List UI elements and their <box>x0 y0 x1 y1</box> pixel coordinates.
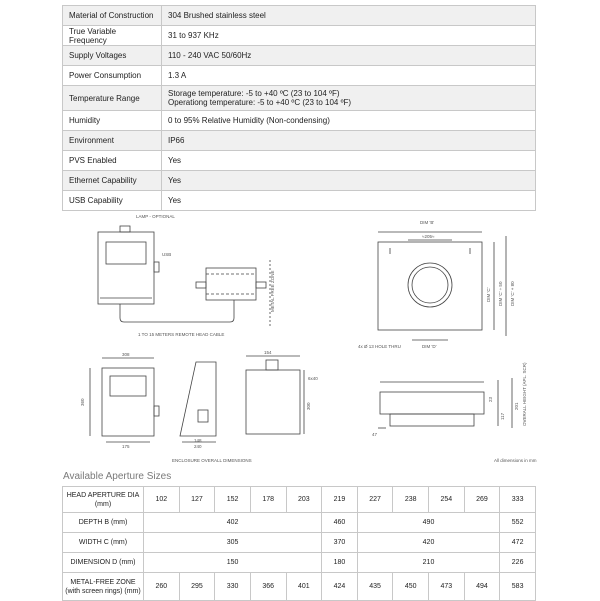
table-cell: 366 <box>250 573 286 601</box>
dim-b-sub-label: ≈205≈ <box>422 234 435 239</box>
table-cell: 490 <box>357 513 500 533</box>
dim-175: 175 <box>122 444 130 449</box>
table-cell: 295 <box>179 573 215 601</box>
spec-value: Yes <box>162 171 536 191</box>
table-row <box>63 533 536 553</box>
spec-label: Supply Voltages <box>63 46 162 66</box>
table-cell: 435 <box>357 573 393 601</box>
dim-360: 360 <box>80 398 85 406</box>
spec-value: 110 - 240 VAC 50/60Hz <box>162 46 536 66</box>
spec-value: 0 to 95% Relative Humidity (Non-condensing) <box>162 111 536 131</box>
dim-300: 300 <box>306 402 311 410</box>
row-header: DIMENSION D (mm) <box>63 553 144 573</box>
table-cell: 260 <box>144 573 180 601</box>
spec-label: PVS Enabled <box>63 151 162 171</box>
spec-value: IP66 <box>162 131 536 151</box>
spec-row <box>63 131 536 151</box>
dim-c-80-label: DIM 'C' + 80 <box>510 281 515 306</box>
spec-label: Temperature Range <box>63 86 162 111</box>
table-cell: 401 <box>286 573 322 601</box>
table-cell: 203 <box>286 487 322 513</box>
spec-row <box>63 66 536 86</box>
table-cell: 330 <box>215 573 251 601</box>
spec-label: Environment <box>63 131 162 151</box>
spec-row <box>63 46 536 66</box>
row-header: HEAD APERTURE DIA (mm) <box>63 487 144 513</box>
spec-value: Yes <box>162 191 536 211</box>
table-row <box>63 553 536 573</box>
hole-label: 4x Ø 13 HOLE THRU <box>358 344 401 349</box>
table-cell: 472 <box>500 533 536 553</box>
table-cell: 269 <box>464 487 500 513</box>
table-cell: 333 <box>500 487 536 513</box>
dim-154: 154 <box>264 350 272 355</box>
table-cell: 473 <box>429 573 465 601</box>
spec-value: 304 Brushed stainless steel <box>162 6 536 26</box>
technical-drawing <box>60 210 540 468</box>
table-cell: 305 <box>144 533 322 553</box>
dim-240: 240 <box>194 444 202 449</box>
table-row <box>63 487 536 513</box>
operating-temperature: Operationg temperature: -5 to +40 ºC (23 to 104 ºF) <box>168 98 352 107</box>
dim-201: 201 <box>514 402 519 410</box>
dim-308: 308 <box>122 352 130 357</box>
metal-free-label: METAL FREE ZONE <box>270 270 275 312</box>
spec-row <box>63 151 536 171</box>
enclosure-label: ENCLOSURE OVERALL DIMENSIONS <box>172 458 252 463</box>
table-cell: 150 <box>144 553 322 573</box>
spec-label: Ethernet Capability <box>63 171 162 191</box>
table-cell: 370 <box>322 533 358 553</box>
table-row <box>63 513 536 533</box>
table-cell: 420 <box>357 533 500 553</box>
dim-6x40: 6x40 <box>308 376 318 381</box>
spec-value: 31 to 937 KHz <box>162 26 536 46</box>
table-cell: 460 <box>322 513 358 533</box>
usb-label: USB <box>162 252 172 257</box>
spec-label: USB Capability <box>63 191 162 211</box>
table-cell: 494 <box>464 573 500 601</box>
spec-label: Humidity <box>63 111 162 131</box>
dim-c-50-label: DIM 'C' ÷ 50 <box>498 281 503 306</box>
spec-row <box>63 191 536 211</box>
table-cell: 583 <box>500 573 536 601</box>
dim-d-label: DIM 'D' <box>422 344 437 349</box>
table-cell: 450 <box>393 573 429 601</box>
spec-row <box>63 26 536 46</box>
overall-height-label: OVERALL HEIGHT (APL. SCR) <box>522 362 527 426</box>
spec-row <box>63 111 536 131</box>
table-cell: 127 <box>179 487 215 513</box>
cable-label: 1 TO 15 METERS REMOTE HEAD CABLE <box>138 332 225 337</box>
table-cell: 402 <box>144 513 322 533</box>
spec-label: Power Consumption <box>63 66 162 86</box>
aperture-title: Available Aperture Sizes <box>63 471 172 482</box>
dim-c-label: DIM 'C' <box>486 287 491 302</box>
table-cell: 226 <box>500 553 536 573</box>
spec-value <box>162 86 536 111</box>
dim-b-label: DIM 'B' <box>420 220 435 225</box>
table-cell: 552 <box>500 513 536 533</box>
dim-117: 117 <box>500 412 505 420</box>
spec-value: 1.3 A <box>162 66 536 86</box>
lamp-label: LAMP - OPTIONAL <box>136 214 175 219</box>
table-cell: 210 <box>357 553 500 573</box>
table-cell: 102 <box>144 487 180 513</box>
spec-label: Material of Construction <box>63 6 162 26</box>
dim-23: 23 <box>488 396 493 402</box>
table-cell: 424 <box>322 573 358 601</box>
aperture-table <box>62 486 536 601</box>
table-cell: 238 <box>393 487 429 513</box>
row-header: METAL-FREE ZONE (with screen rings) (mm) <box>63 573 144 601</box>
table-cell: 227 <box>357 487 393 513</box>
storage-temperature: Storage temperature: -5 to +40 ºC (23 to 104 ºF) <box>168 89 340 98</box>
table-cell: 254 <box>429 487 465 513</box>
table-cell: 178 <box>250 487 286 513</box>
specification-table <box>62 5 536 211</box>
spec-row <box>63 6 536 26</box>
row-header: WIDTH C (mm) <box>63 533 144 553</box>
spec-value: Yes <box>162 151 536 171</box>
spec-row <box>63 171 536 191</box>
dim-148: 148 <box>194 438 202 443</box>
table-cell: 180 <box>322 553 358 573</box>
table-cell: 152 <box>215 487 251 513</box>
row-header: DEPTH B (mm) <box>63 513 144 533</box>
table-cell: 219 <box>322 487 358 513</box>
spec-label: True Variable Frequency <box>63 26 162 46</box>
all-dimensions-note: All dimensions in mm <box>494 458 537 463</box>
dim-47: 47 <box>372 432 378 437</box>
spec-row <box>63 86 536 111</box>
table-row <box>63 573 536 601</box>
